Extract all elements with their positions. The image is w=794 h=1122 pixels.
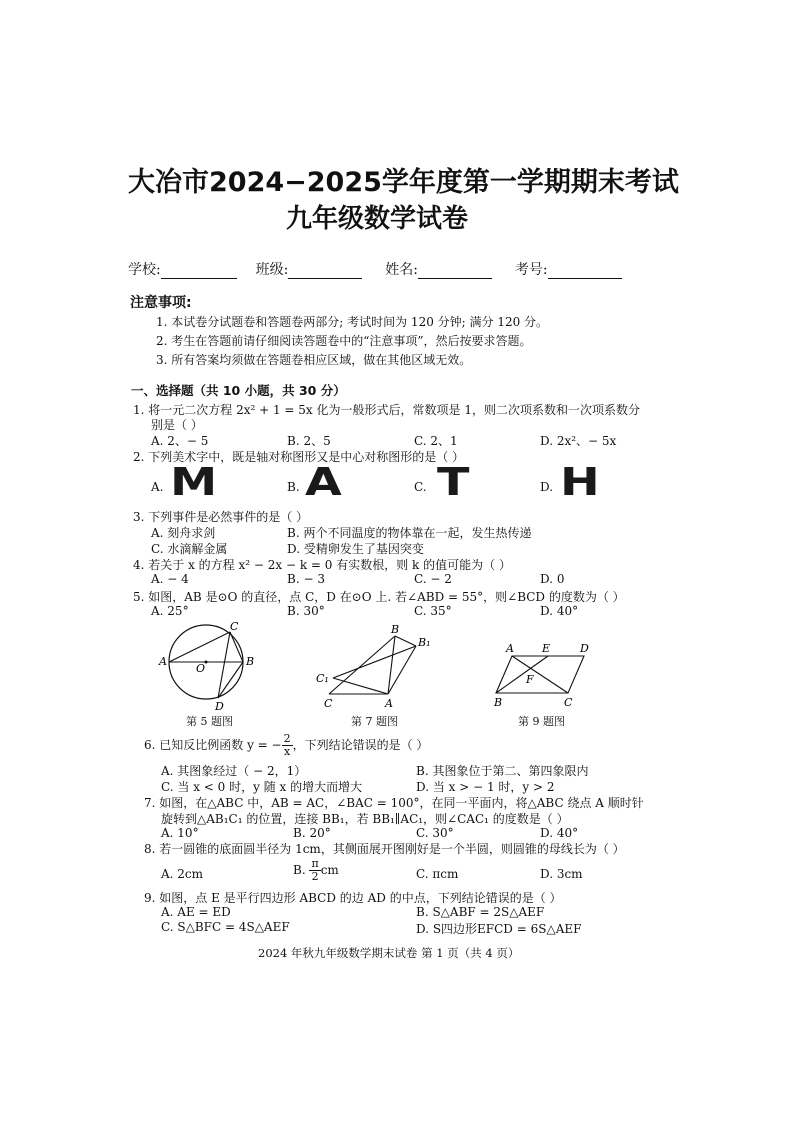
q8-option-d: D. 3cm	[540, 867, 583, 881]
q2-option-c: C.	[414, 480, 427, 494]
q6-stem-suffix: ，下列结论错误的是（ ）	[292, 738, 429, 752]
q7-option-d: D. 40°	[540, 826, 579, 840]
q2-option-d: D.	[540, 480, 554, 494]
q8-option-b-label: B.	[293, 863, 306, 877]
q1-option-b: B. 2、5	[287, 434, 331, 448]
q8-option-c: C. πcm	[416, 867, 459, 881]
q5-option-c: C. 35°	[414, 604, 452, 618]
q8-option-b-unit: cm	[320, 863, 339, 877]
q3-option-d: D. 受精卵发生了基因突变	[287, 542, 424, 556]
q4-stem: 4. 若关于 x 的方程 x² − 2x − k = 0 有实数根，则 k 的值可能为（ ）	[133, 558, 511, 572]
q2-option-b: B.	[287, 480, 300, 494]
q4-option-b: B. − 3	[287, 572, 325, 586]
page-footer: 2024 年秋九年级数学期末试卷 第 1 页（共 4 页）	[258, 946, 520, 960]
fig7-label-b1: B₁	[418, 636, 431, 649]
fig5-caption: 第 5 题图	[186, 715, 233, 728]
q7-option-c: C. 30°	[416, 826, 454, 840]
figure-7	[313, 622, 443, 712]
letter-a: A	[305, 460, 342, 504]
letter-h: H	[560, 460, 600, 504]
q1-line2: 别是（ ）	[151, 418, 203, 432]
exam-subtitle: 九年级数学试卷	[286, 204, 469, 234]
fig5-label-a: A	[159, 655, 167, 668]
q6-option-b: B. 其图象位于第二、第四象限内	[416, 764, 589, 778]
name-label: 姓名:	[385, 262, 418, 278]
fig9-caption: 第 9 题图	[518, 715, 565, 728]
q1-line1: 1. 将一元二次方程 2x² + 1 = 5x 化为一般形式后，常数项是 1，则二次项系数和一次项系数分	[133, 403, 640, 417]
notice-item-1: 1. 本试卷分试题卷和答题卷两部分; 考试时间为 120 分钟; 满分 120 分。	[156, 315, 549, 329]
figure-9	[490, 640, 600, 712]
q8-frac-den: 2	[311, 870, 319, 883]
q7-option-b: B. 20°	[293, 826, 331, 840]
q9-option-d: D. S四边形EFCD = 6S△AEF	[416, 922, 582, 936]
fig9-label-e: E	[542, 642, 551, 655]
fig5-label-d: D	[215, 700, 224, 712]
fig7-label-c: C	[324, 697, 333, 710]
fig5-label-c: C	[230, 620, 239, 633]
q1-option-d: D. 2x²、− 5x	[540, 434, 617, 448]
q9-option-a: A. AE = ED	[161, 905, 231, 919]
q8-option-b-fraction	[309, 858, 320, 883]
notice-item-3: 3. 所有答案均须做在答题卷相应区域，做在其他区域无效。	[156, 353, 472, 367]
q1-option-a: A. 2、− 5	[151, 434, 209, 448]
q8-option-b	[293, 858, 339, 883]
figure-5	[150, 620, 265, 712]
q2-option-a: A.	[151, 480, 164, 494]
q9-stem: 9. 如图，点 E 是平行四边形 ABCD 的边 AD 的中点，下列结论错误的是（ ）	[144, 891, 562, 905]
class-field[interactable]	[288, 264, 362, 279]
fig7-label-a: A	[385, 697, 393, 710]
q2-stem: 2. 下列美术字中，既是轴对称图形又是中心对称图形的是（ ）	[133, 450, 465, 464]
q6-fraction	[282, 733, 293, 758]
number-field[interactable]	[548, 264, 622, 279]
q7-option-a: A. 10°	[161, 826, 199, 840]
fig9-label-d: D	[580, 642, 589, 655]
info-row	[128, 259, 622, 279]
fig5-label-o: O	[196, 662, 206, 675]
q5-option-d: D. 40°	[540, 604, 579, 618]
notice-item-2: 2. 考生在答题前请仔细阅读答题卷中的“注意事项”，然后按要求答题。	[156, 334, 532, 348]
letter-t: T	[437, 460, 470, 504]
q4-option-c: C. − 2	[414, 572, 452, 586]
fig5-label-b: B	[246, 655, 255, 668]
q9-option-b: B. S△ABF = 2S△AEF	[416, 905, 545, 919]
q5-option-b: B. 30°	[287, 604, 325, 618]
q5-stem: 5. 如图，AB 是⊙O 的直径，点 C，D 在⊙O 上. 若∠ABD = 55°，则∠BCD 的度数为（ ）	[133, 590, 625, 604]
q6-option-c: C. 当 x < 0 时，y 随 x 的增大而增大	[161, 780, 363, 794]
q6-option-d: D. 当 x > − 1 时，y > 2	[416, 780, 555, 794]
q3-option-a: A. 刻舟求剑	[151, 526, 216, 540]
q8-option-a: A. 2cm	[161, 867, 204, 881]
exam-title: 大冶市2024−2025学年度第一学期期末考试	[128, 167, 679, 198]
section-heading: 一、选择题（共 10 小题，共 30 分）	[131, 383, 346, 398]
q1-option-c: C. 2、1	[414, 434, 458, 448]
q6-option-a: A. 其图象经过（ − 2，1）	[161, 764, 307, 778]
fig9-label-f: F	[526, 673, 534, 686]
number-label: 考号:	[514, 262, 548, 278]
notice-heading: 注意事项:	[130, 295, 192, 311]
fig7-label-c1: C₁	[316, 672, 329, 685]
q8-frac-num: π	[311, 857, 319, 870]
q7-line1: 7. 如图，在△ABC 中，AB = AC，∠BAC = 100°，在同一平面内，将△ABC 绕点 A 顺时针	[144, 796, 644, 810]
q7-line2: 旋转到△AB₁C₁ 的位置，连接 BB₁，若 BB₁∥AC₁，则∠CAC₁ 的度数是（ ）	[161, 812, 569, 826]
q3-option-b: B. 两个不同温度的物体靠在一起，发生热传递	[287, 526, 532, 540]
q3-option-c: C. 水滴解金属	[151, 542, 228, 556]
q4-option-d: D. 0	[540, 572, 565, 586]
q6-stem-prefix: 6. 已知反比例函数 y = −	[144, 738, 282, 752]
fig7-label-b: B	[391, 623, 400, 636]
q5-option-a: A. 25°	[151, 604, 189, 618]
school-field[interactable]	[161, 264, 237, 279]
q6-frac-num: 2	[283, 732, 291, 745]
q8-stem: 8. 若一圆锥的底面圆半径为 1cm，其侧面展开图刚好是一个半圆，则圆锥的母线长为（ ）	[144, 842, 625, 856]
fig7-caption: 第 7 题图	[351, 715, 398, 728]
q6-stem	[144, 733, 428, 758]
fig9-label-c: C	[564, 696, 573, 709]
letter-m: M	[170, 460, 218, 504]
fig9-label-a: A	[506, 642, 514, 655]
q3-stem: 3. 下列事件是必然事件的是（ ）	[133, 510, 309, 524]
q4-option-a: A. − 4	[151, 572, 189, 586]
name-field[interactable]	[418, 264, 492, 279]
fig9-label-b: B	[494, 696, 503, 709]
school-label: 学校:	[128, 262, 161, 278]
q9-option-c: C. S△BFC = 4S△AEF	[161, 920, 290, 934]
class-label: 班级:	[255, 262, 289, 278]
q6-frac-den: x	[284, 745, 291, 758]
